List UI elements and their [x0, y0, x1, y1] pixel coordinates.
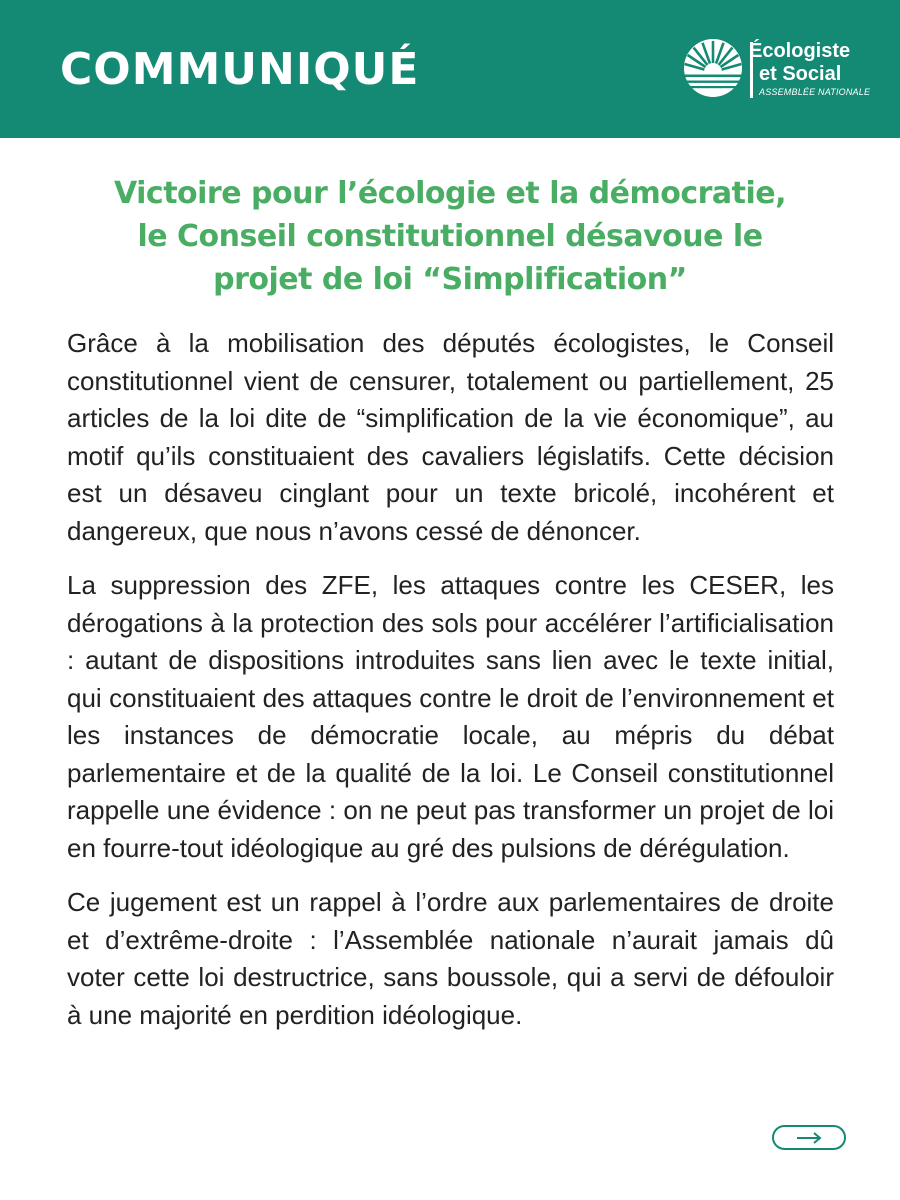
- headline-line: le Conseil constitutionnel désavoue le: [137, 219, 763, 254]
- body-paragraph: Grâce à la mobilisation des députés écologistes, le Conseil constitutionnel vient de censurer, totalement ou partiellement, 25 articles de la loi dite de “simplification de la vie économique”, au motif qu’ils constituaient des cavaliers législatifs. Cette décision est un désaveu cinglant pour un texte bricolé, incohérent et dangereux, que nous n’avons cessé de dénoncer.: [67, 328, 834, 546]
- headline: [60, 172, 840, 301]
- headline-line: projet de loi “Simplification”: [213, 262, 687, 297]
- press-release-body: [67, 325, 834, 1051]
- logo-name-line2: et Social: [759, 63, 842, 85]
- body-paragraph: Ce jugement est un rappel à l’ordre aux parlementaires de droite et d’extrême-droite : l’Assemblée nationale n’aurait jamais dû voter cette loi destructrice, sans boussole, qui a servi de défouloir à une majorité en perdition idéologique.: [67, 887, 834, 1030]
- logo-name-line1: Écologiste: [749, 40, 851, 62]
- header-banner: [0, 0, 900, 138]
- sunrise-logo-icon: [683, 38, 743, 98]
- headline-line: Victoire pour l’écologie et la démocratie,: [113, 176, 787, 211]
- arrow-right-icon: [796, 1132, 822, 1144]
- page-title: COMMUNIQUÉ: [60, 44, 420, 95]
- body-paragraph: La suppression des ZFE, les attaques contre les CESER, les dérogations à la protection des sols pour accélérer l’artificialisation : autant de dispositions introduites sans lien avec le texte initial, qui constituaient des attaques contre le droit de l’environnement et les instances de démocratie locale, au mépris du débat parlementaire et de la qualité de la loi. Le Conseil constitutionnel rappelle une évidence : on ne peut pas transformer un projet de loi en fourre-tout idéologique au gré des pulsions de dérégulation.: [67, 570, 834, 863]
- party-logo: [683, 38, 871, 100]
- logo-subtitle: ASSEMBLÉE NATIONALE: [759, 87, 871, 97]
- next-page-button[interactable]: [772, 1125, 846, 1150]
